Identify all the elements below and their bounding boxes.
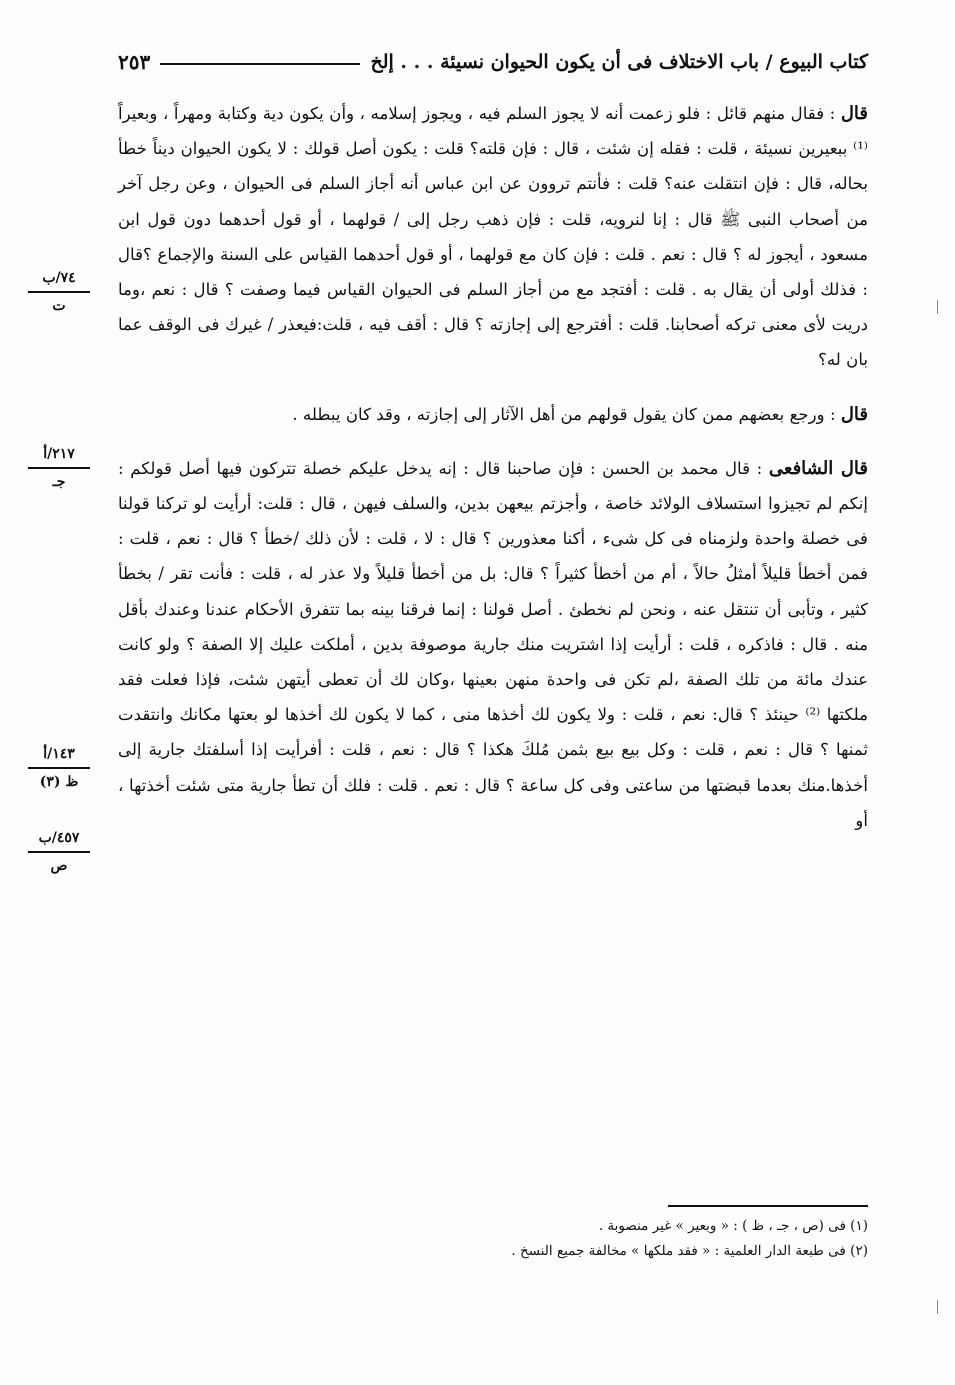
margin-folio: ٧٤/ب <box>28 268 90 293</box>
margin-manuscript: ظ (٣) <box>39 774 79 790</box>
header-rule <box>160 63 360 65</box>
paragraph-lead: قال <box>840 403 868 425</box>
paragraph-text: : قال محمد بن الحسن : فإن صاحبنا قال : إنه يدخل عليكم خصلة تتركون فيها أصل قولكم : إنكم لم تجيزوا استسلاف الولائد خاصة ، وأجزتم بيعهن بدين، والسلف فيهن ، قال : قلت: أرأيت لو تركنا قولنا فى خصلة واحدة ولزمناه فى كل شىء ، أكنا معذورين ؟ قال : لا ، قلت : لأن ذلك /خطأ ؟ قال : نعم ، قلت : فمن أخطأ قليلاً أمثلُ حالاً ، أم من أخطأ كثيراً ؟ قال: بل من أخطأ قليلاً ولا عذر له ، قلت : فأنت تقر / بخطأ كثير ، وتأبى أن تنتقل عنه ، ونحن لم نخطئ . أصل قولنا : إنما فرقنا بينه بما تتفرق الأحكام عندنا وعندك بأقل منه . قال : فاذكره ، قلت : أرأيت إذا اشتريت منك جارية موصوفة بدين ، أملكت عليك إلا الصفة ؟ ولو كانت عندك مائة من تلك الصفة ،لم تكن فى واحدة منهن بعينها ،وكان لك أن تعطى أيتهن شئت، فإذا فعلت فقد ملكتها ⁽²⁾ حينئذ ؟ قال: نعم ، قلت : ولا يكون لك أخذها منى ، كما لا يكون لك أخذها لو بعتها مكانك وانتقدت ثمنها ؟ قال : نعم ، قلت : وكل بيع بيع بثمن مُلكَ هكذا ؟ قال : نعم ، قلت : أفرأيت إذا أسلفتك جارية إلى أخذها.منك بعدما قبضتها من ساعتى وفى كل ساعة ؟ قال : نعم . قلت : فلك أن تطأ جارية متى شئت أخذتها ، أو <box>118 458 868 830</box>
paragraph-2 <box>118 397 868 432</box>
margin-manuscript: جـ <box>52 474 66 490</box>
margin-note <box>28 268 90 316</box>
footnote: (١) فى (ص ، جـ ، ظ ) : « وبعير » غير منصوبة . <box>598 1218 868 1234</box>
paragraph-text: : فقال منهم قائل : فلو زعمت أنه لا يجوز السلم فيه ، ويجوز إسلامه ، وأن يكون دية وكتابة ومهراً ، وبعيراً ⁽¹⁾ ببعيرين نسيئة ، قلت : فقله إن شئت ، قال : فإن قلته؟ قلت : يكون أصل قولك : لا يكون الحيوان ديناً خطأ بحاله، قال : فإن انتقلت عنه؟ قلت : فأنتم تروون عن ابن عباس أنه أجاز السلم فى الحيوان ، وعن رجل آخر من أصحاب النبى ﷺ قال : إنا لنرويه، قلت : فإن ذهب رجل إلى / قولهما ، أو قول أحدهما دون قول ابن مسعود ، أيجوز له ؟ قال : نعم . قلت : فإن كان مع قولهما ، أو قول أحدهما القياس على السنة والإجماع ؟قال : فذلك أولى أن يقال به . قلت : أفتجد مع من أجاز السلم فى الحيوان القياس فيما وصفت ؟ قال : نعم ،وما دريت لأى معنى تركه أصحابنا. قلت : أفترجع إلى إجازته ؟ قال : أقف فيه ، قلت:فيعذر / غيرك فى الوقف عما بان له؟ <box>118 104 868 370</box>
scan-mark <box>937 1300 938 1314</box>
paragraph-lead: قال <box>840 103 868 124</box>
margin-note <box>28 744 90 792</box>
paragraph-3 <box>118 451 868 838</box>
footnote: (٢) فى طبعة الدار العلمية : « فقد ملكها » مخالفة جميع النسخ . <box>511 1243 868 1259</box>
paragraph-lead: قال الشافعى <box>768 457 868 479</box>
scan-mark <box>937 300 938 314</box>
chapter-title: كتاب البيوع / باب الاختلاف فى أن يكون الحيوان نسيئة . . . إلخ <box>370 51 868 73</box>
margin-note <box>28 828 90 876</box>
margin-folio: ١٤٣/أ <box>28 744 90 769</box>
running-header <box>118 42 868 82</box>
margin-folio: ٤٥٧/ب <box>28 828 90 853</box>
paragraph-text: : ورجع بعضهم ممن كان يقول قولهم من أهل الآثار إلى إجازته ، وقد كان يبطله . <box>292 404 836 424</box>
margin-note <box>28 444 90 492</box>
margin-manuscript: ص <box>50 858 68 874</box>
margin-manuscript: ت <box>52 298 66 314</box>
margin-folio: ٢١٧/أ <box>28 444 90 469</box>
page-number: ٢٥٣ <box>118 50 151 74</box>
main-text <box>118 96 868 857</box>
footnote-rule <box>668 1205 868 1207</box>
footnotes <box>118 1214 868 1264</box>
paragraph-1 <box>118 96 868 378</box>
